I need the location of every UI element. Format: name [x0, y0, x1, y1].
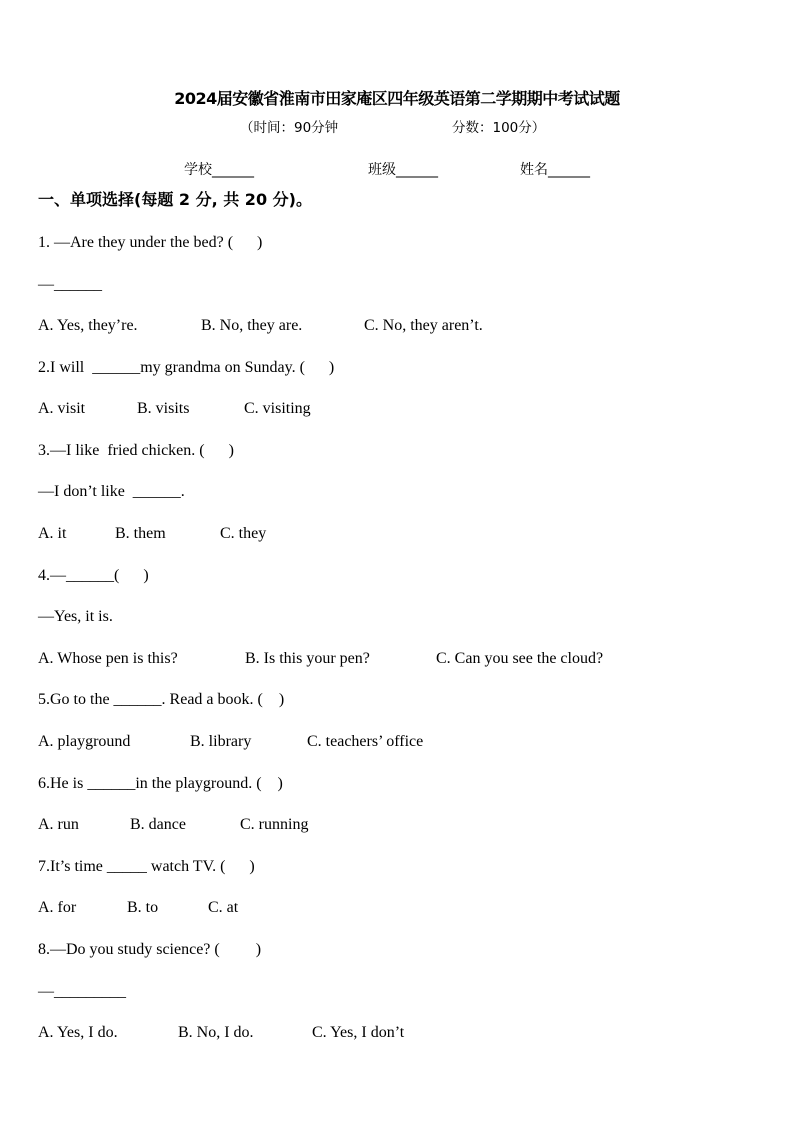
question-5-option-a: A. playground	[38, 733, 131, 750]
exam-title: 2024届安徽省淮南市田家庵区四年级英语第二学期期中考试试题	[174, 89, 620, 108]
question-8-option-c: C. Yes, I don’t	[312, 1024, 405, 1041]
question-8-option-b: B. No, I do.	[178, 1024, 254, 1041]
question-1-answer-line: —______	[38, 276, 102, 293]
question-4-option-b: B. Is this your pen?	[245, 650, 370, 667]
question-4-option-c: C. Can you see the cloud?	[436, 650, 604, 667]
exam-time: （时间：90分钟	[240, 120, 339, 136]
question-8-option-a: A. Yes, I do.	[38, 1024, 118, 1041]
question-1-option-c: C. No, they aren’t.	[364, 317, 483, 334]
question-8-stem: 8.—Do you study science? ( )	[38, 941, 262, 958]
question-3-option-a: A. it	[38, 525, 67, 542]
question-8-answer-line: —_________	[38, 983, 126, 1000]
question-1-option-b: B. No, they are.	[201, 317, 303, 334]
class-field: 班级______	[368, 162, 438, 178]
question-5-stem: 5.Go to the ______. Read a book. ( )	[38, 691, 285, 708]
question-3-option-b: B. them	[115, 525, 166, 542]
question-2-stem: 2.I will ______my grandma on Sunday. ( )	[38, 359, 335, 376]
question-6-option-a: A. run	[38, 816, 79, 833]
question-1-stem: 1. —Are they under the bed? ( )	[38, 234, 263, 251]
question-7-option-c: C. at	[208, 899, 239, 916]
question-7-stem: 7.It’s time _____ watch TV. ( )	[38, 858, 255, 875]
question-4-stem: 4.—______( )	[38, 567, 149, 584]
question-7-option-b: B. to	[127, 899, 159, 916]
question-2-option-a: A. visit	[38, 400, 86, 417]
question-6-stem: 6.He is ______in the playground. ( )	[38, 775, 283, 792]
school-field: 学校______	[184, 162, 254, 178]
question-3-stem: 3.—I like fried chicken. ( )	[38, 442, 234, 459]
name-field: 姓名______	[520, 162, 590, 178]
section-title: 一、单项选择(每题 2 分, 共 20 分)。	[38, 190, 312, 209]
question-2-option-b: B. visits	[137, 400, 190, 417]
question-5-option-b: B. library	[190, 733, 252, 750]
question-6-option-c: C. running	[240, 816, 309, 833]
question-5-option-c: C. teachers’ office	[307, 733, 424, 750]
question-2-option-c: C. visiting	[244, 400, 311, 417]
question-1-option-a: A. Yes, they’re.	[38, 317, 138, 334]
exam-score: 分数：100分）	[452, 120, 546, 136]
question-4-option-a: A. Whose pen is this?	[38, 650, 178, 667]
question-4-answer-line: —Yes, it is.	[38, 608, 113, 625]
question-7-option-a: A. for	[38, 899, 77, 916]
question-3-answer-line: —I don’t like ______.	[38, 483, 185, 500]
question-3-option-c: C. they	[220, 525, 267, 542]
question-6-option-b: B. dance	[130, 816, 186, 833]
